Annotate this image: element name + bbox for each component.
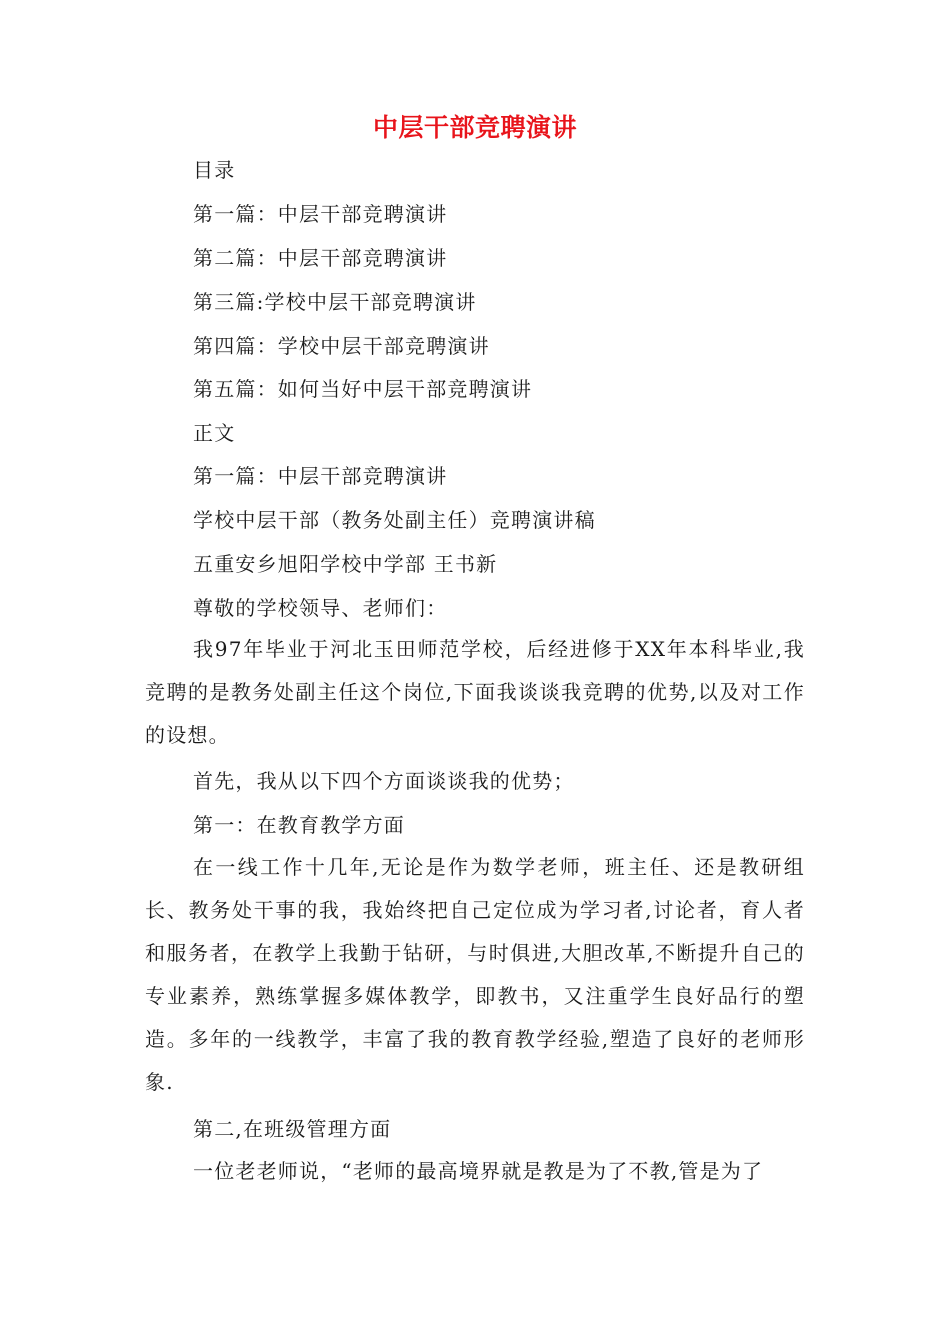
toc-item-4: 第四篇：学校中层干部竞聘演讲 <box>193 334 490 358</box>
body-heading: 正文 <box>193 421 236 445</box>
toc-heading: 目录 <box>193 158 236 182</box>
toc-item-2: 第二篇：中层干部竞聘演讲 <box>193 246 448 270</box>
toc-item-1: 第一篇：中层干部竞聘演讲 <box>193 202 448 226</box>
section-heading-2: 第二,在班级管理方面 <box>193 1117 392 1141</box>
section-heading-1: 第一：在教育教学方面 <box>193 813 405 837</box>
intro-line: 首先，我从以下四个方面谈谈我的优势； <box>193 769 575 793</box>
author-line: 五重安乡旭阳学校中学部 王书新 <box>193 552 498 576</box>
greeting: 尊敬的学校领导、老师们： <box>193 596 448 620</box>
chapter-title: 第一篇：中层干部竞聘演讲 <box>193 464 448 488</box>
document-title: 中层干部竞聘演讲 <box>372 113 577 142</box>
paragraph-3: 一位老老师说，“老师的最高境界就是教是为了不教,管是为了 <box>193 1159 764 1183</box>
speech-title: 学校中层干部（教务处副主任）竞聘演讲稿 <box>193 508 596 532</box>
toc-item-5: 第五篇：如何当好中层干部竞聘演讲 <box>193 377 533 401</box>
paragraph-2: 在一线工作十几年,无论是作为数学老师，班主任、还是教研组长、教务处干事的我，我始终把自己定位成为学习者,讨论者，育人者和服务者，在教学上我勤于钻研，与时俱进,大胆改革,不断提升自己的专业素养，熟练掌握多媒体教学，即教书，又注重学生良好品行的塑造。多年的一线教学，丰富了我的教育教学经验,塑造了良好的老师形象. <box>145 855 805 1094</box>
toc-item-3: 第三篇:学校中层干部竞聘演讲 <box>193 290 477 314</box>
paragraph-1: 我97年毕业于河北玉田师范学校，后经进修于XX年本科毕业,我竞聘的是教务处副主任这个岗位,下面我谈谈我竞聘的优势,以及对工作的设想。 <box>145 637 805 747</box>
